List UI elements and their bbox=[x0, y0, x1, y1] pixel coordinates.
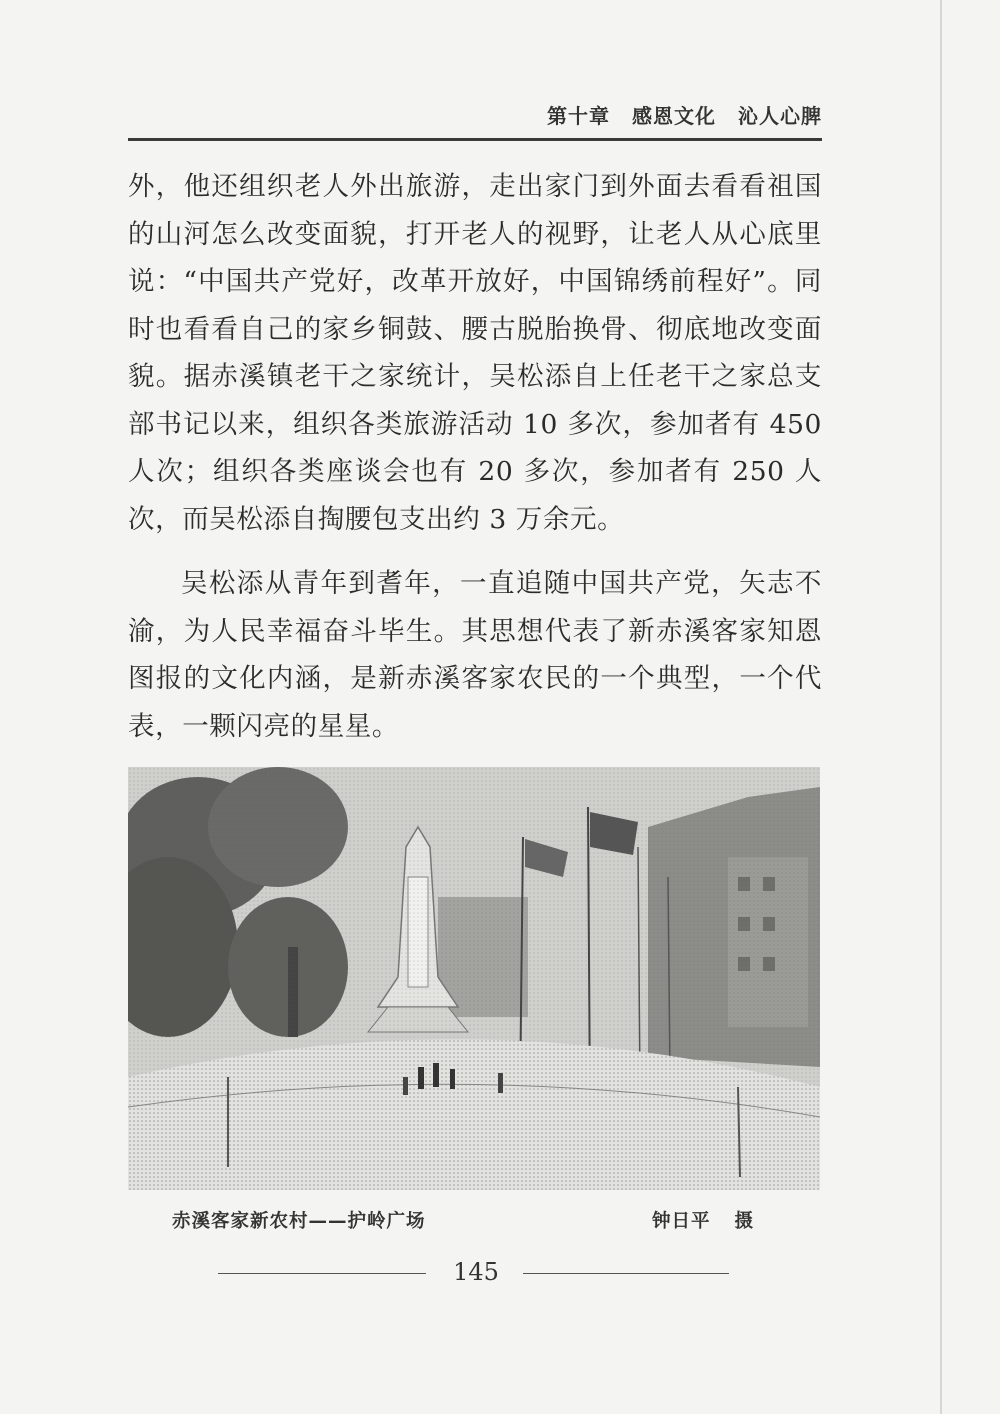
paragraph-2: 吴松添从青年到耆年，一直追随中国共产党，矢志不渝，为人民幸福奋斗毕生。其思想代表了新赤溪客家知恩图报的文化内涵，是新赤溪客家农民的一个典型，一个代表，一颗闪亮的星星。 bbox=[128, 568, 822, 742]
running-header bbox=[128, 100, 822, 132]
page-edge-line bbox=[940, 0, 942, 1414]
folio-rule-right bbox=[523, 1273, 729, 1274]
photo-credit bbox=[652, 1207, 754, 1237]
header-title bbox=[547, 100, 822, 129]
header-topic: 感恩文化 bbox=[632, 104, 716, 128]
header-rule bbox=[128, 138, 822, 141]
folio-rule-left bbox=[218, 1273, 426, 1274]
page-number: 145 bbox=[453, 1258, 499, 1286]
plaza-photo-illustration bbox=[128, 767, 820, 1190]
header-chapter: 第十章 bbox=[547, 104, 610, 128]
body-text bbox=[128, 163, 822, 750]
photo-caption: 赤溪客家新农村——护岭广场 bbox=[172, 1211, 426, 1232]
photographer-name: 钟日平 bbox=[652, 1211, 711, 1232]
paragraph-1: 外，他还组织老人外出旅游，走出家门到外面去看看祖国的山河怎么改变面貌，打开老人的视野，让老人从心底里说：“中国共产党好，改革开放好，中国锦绣前程好”。同时也看看自己的家乡铜鼓、腰古脱胎换骨、彻底地改变面貌。据赤溪镇老干之家统计，吴松添自上任老干之家总支部书记以来，组织各类旅游活动 10 多次，参加者有 450 人次；组织各类座谈会也有 20 多次，参加者有 250 人次，而吴松添自掏腰包支出约 3 万余元。 bbox=[128, 171, 822, 535]
photo-credit-label: 摄 bbox=[734, 1211, 755, 1232]
header-motto: 沁人心脾 bbox=[738, 104, 822, 128]
plaza-photo bbox=[128, 767, 820, 1190]
